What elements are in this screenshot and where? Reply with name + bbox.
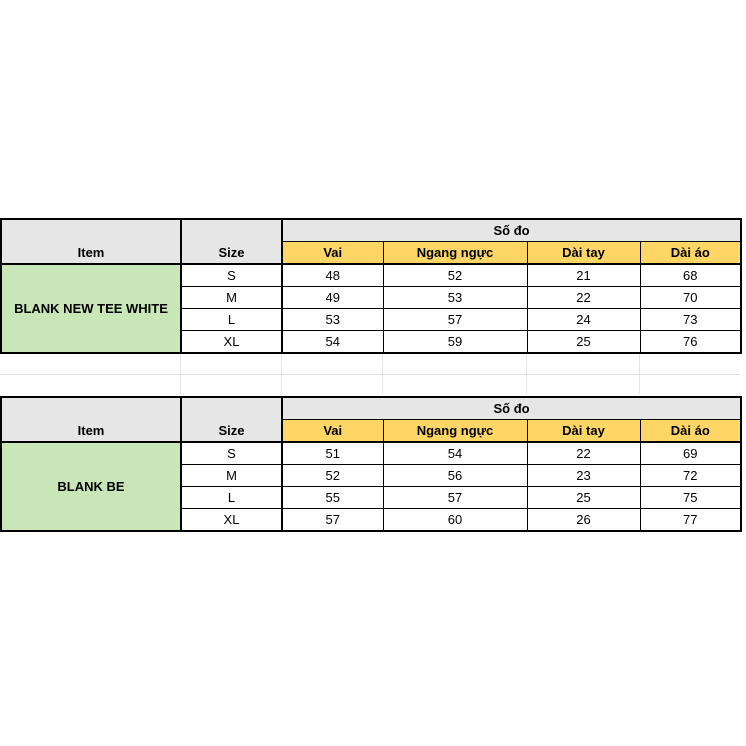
value-cell: 21	[527, 264, 640, 287]
value-cell: 53	[282, 309, 383, 331]
item-header: Item	[1, 219, 181, 264]
value-cell: 26	[527, 509, 640, 532]
value-cell: 49	[282, 287, 383, 309]
size-cell: XL	[181, 509, 282, 532]
item-name-cell: BLANK BE	[1, 442, 181, 531]
value-cell: 60	[383, 509, 527, 532]
value-cell: 70	[640, 287, 741, 309]
value-cell: 57	[383, 487, 527, 509]
value-cell: 24	[527, 309, 640, 331]
size-header: Size	[181, 397, 282, 442]
value-cell: 69	[640, 442, 741, 465]
empty-grid-rows	[0, 354, 740, 394]
column-header-vai: Vai	[282, 420, 383, 443]
value-cell: 57	[383, 309, 527, 331]
size-cell: L	[181, 309, 282, 331]
value-cell: 68	[640, 264, 741, 287]
value-cell: 54	[383, 442, 527, 465]
measurement-group-header: Số đo	[282, 397, 741, 420]
item-header: Item	[1, 397, 181, 442]
size-cell: S	[181, 442, 282, 465]
value-cell: 54	[282, 331, 383, 354]
value-cell: 57	[282, 509, 383, 532]
header-row	[1, 219, 741, 242]
value-cell: 25	[527, 331, 640, 354]
size-header: Size	[181, 219, 282, 264]
value-cell: 75	[640, 487, 741, 509]
table-row	[1, 442, 741, 465]
column-header-vai: Vai	[282, 242, 383, 265]
value-cell: 51	[282, 442, 383, 465]
value-cell: 59	[383, 331, 527, 354]
column-header-dai-ao: Dài áo	[640, 420, 741, 443]
value-cell: 22	[527, 287, 640, 309]
size-cell: L	[181, 487, 282, 509]
value-cell: 52	[383, 264, 527, 287]
value-cell: 72	[640, 465, 741, 487]
value-cell: 22	[527, 442, 640, 465]
value-cell: 23	[527, 465, 640, 487]
size-cell: XL	[181, 331, 282, 354]
column-header-ngang-nguc: Ngang ngực	[383, 420, 527, 443]
column-header-ngang-nguc: Ngang ngực	[383, 242, 527, 265]
header-row	[1, 397, 741, 420]
size-cell: M	[181, 465, 282, 487]
value-cell: 56	[383, 465, 527, 487]
value-cell: 25	[527, 487, 640, 509]
table-row	[1, 264, 741, 287]
size-table-be	[0, 396, 742, 532]
size-table-white	[0, 218, 742, 354]
column-header-dai-tay: Dài tay	[527, 420, 640, 443]
item-name-cell: BLANK NEW TEE WHITE	[1, 264, 181, 353]
value-cell: 52	[282, 465, 383, 487]
column-header-dai-ao: Dài áo	[640, 242, 741, 265]
value-cell: 76	[640, 331, 741, 354]
column-header-dai-tay: Dài tay	[527, 242, 640, 265]
size-cell: S	[181, 264, 282, 287]
spreadsheet	[0, 218, 740, 532]
value-cell: 73	[640, 309, 741, 331]
value-cell: 77	[640, 509, 741, 532]
value-cell: 48	[282, 264, 383, 287]
size-cell: M	[181, 287, 282, 309]
value-cell: 55	[282, 487, 383, 509]
value-cell: 53	[383, 287, 527, 309]
measurement-group-header: Số đo	[282, 219, 741, 242]
